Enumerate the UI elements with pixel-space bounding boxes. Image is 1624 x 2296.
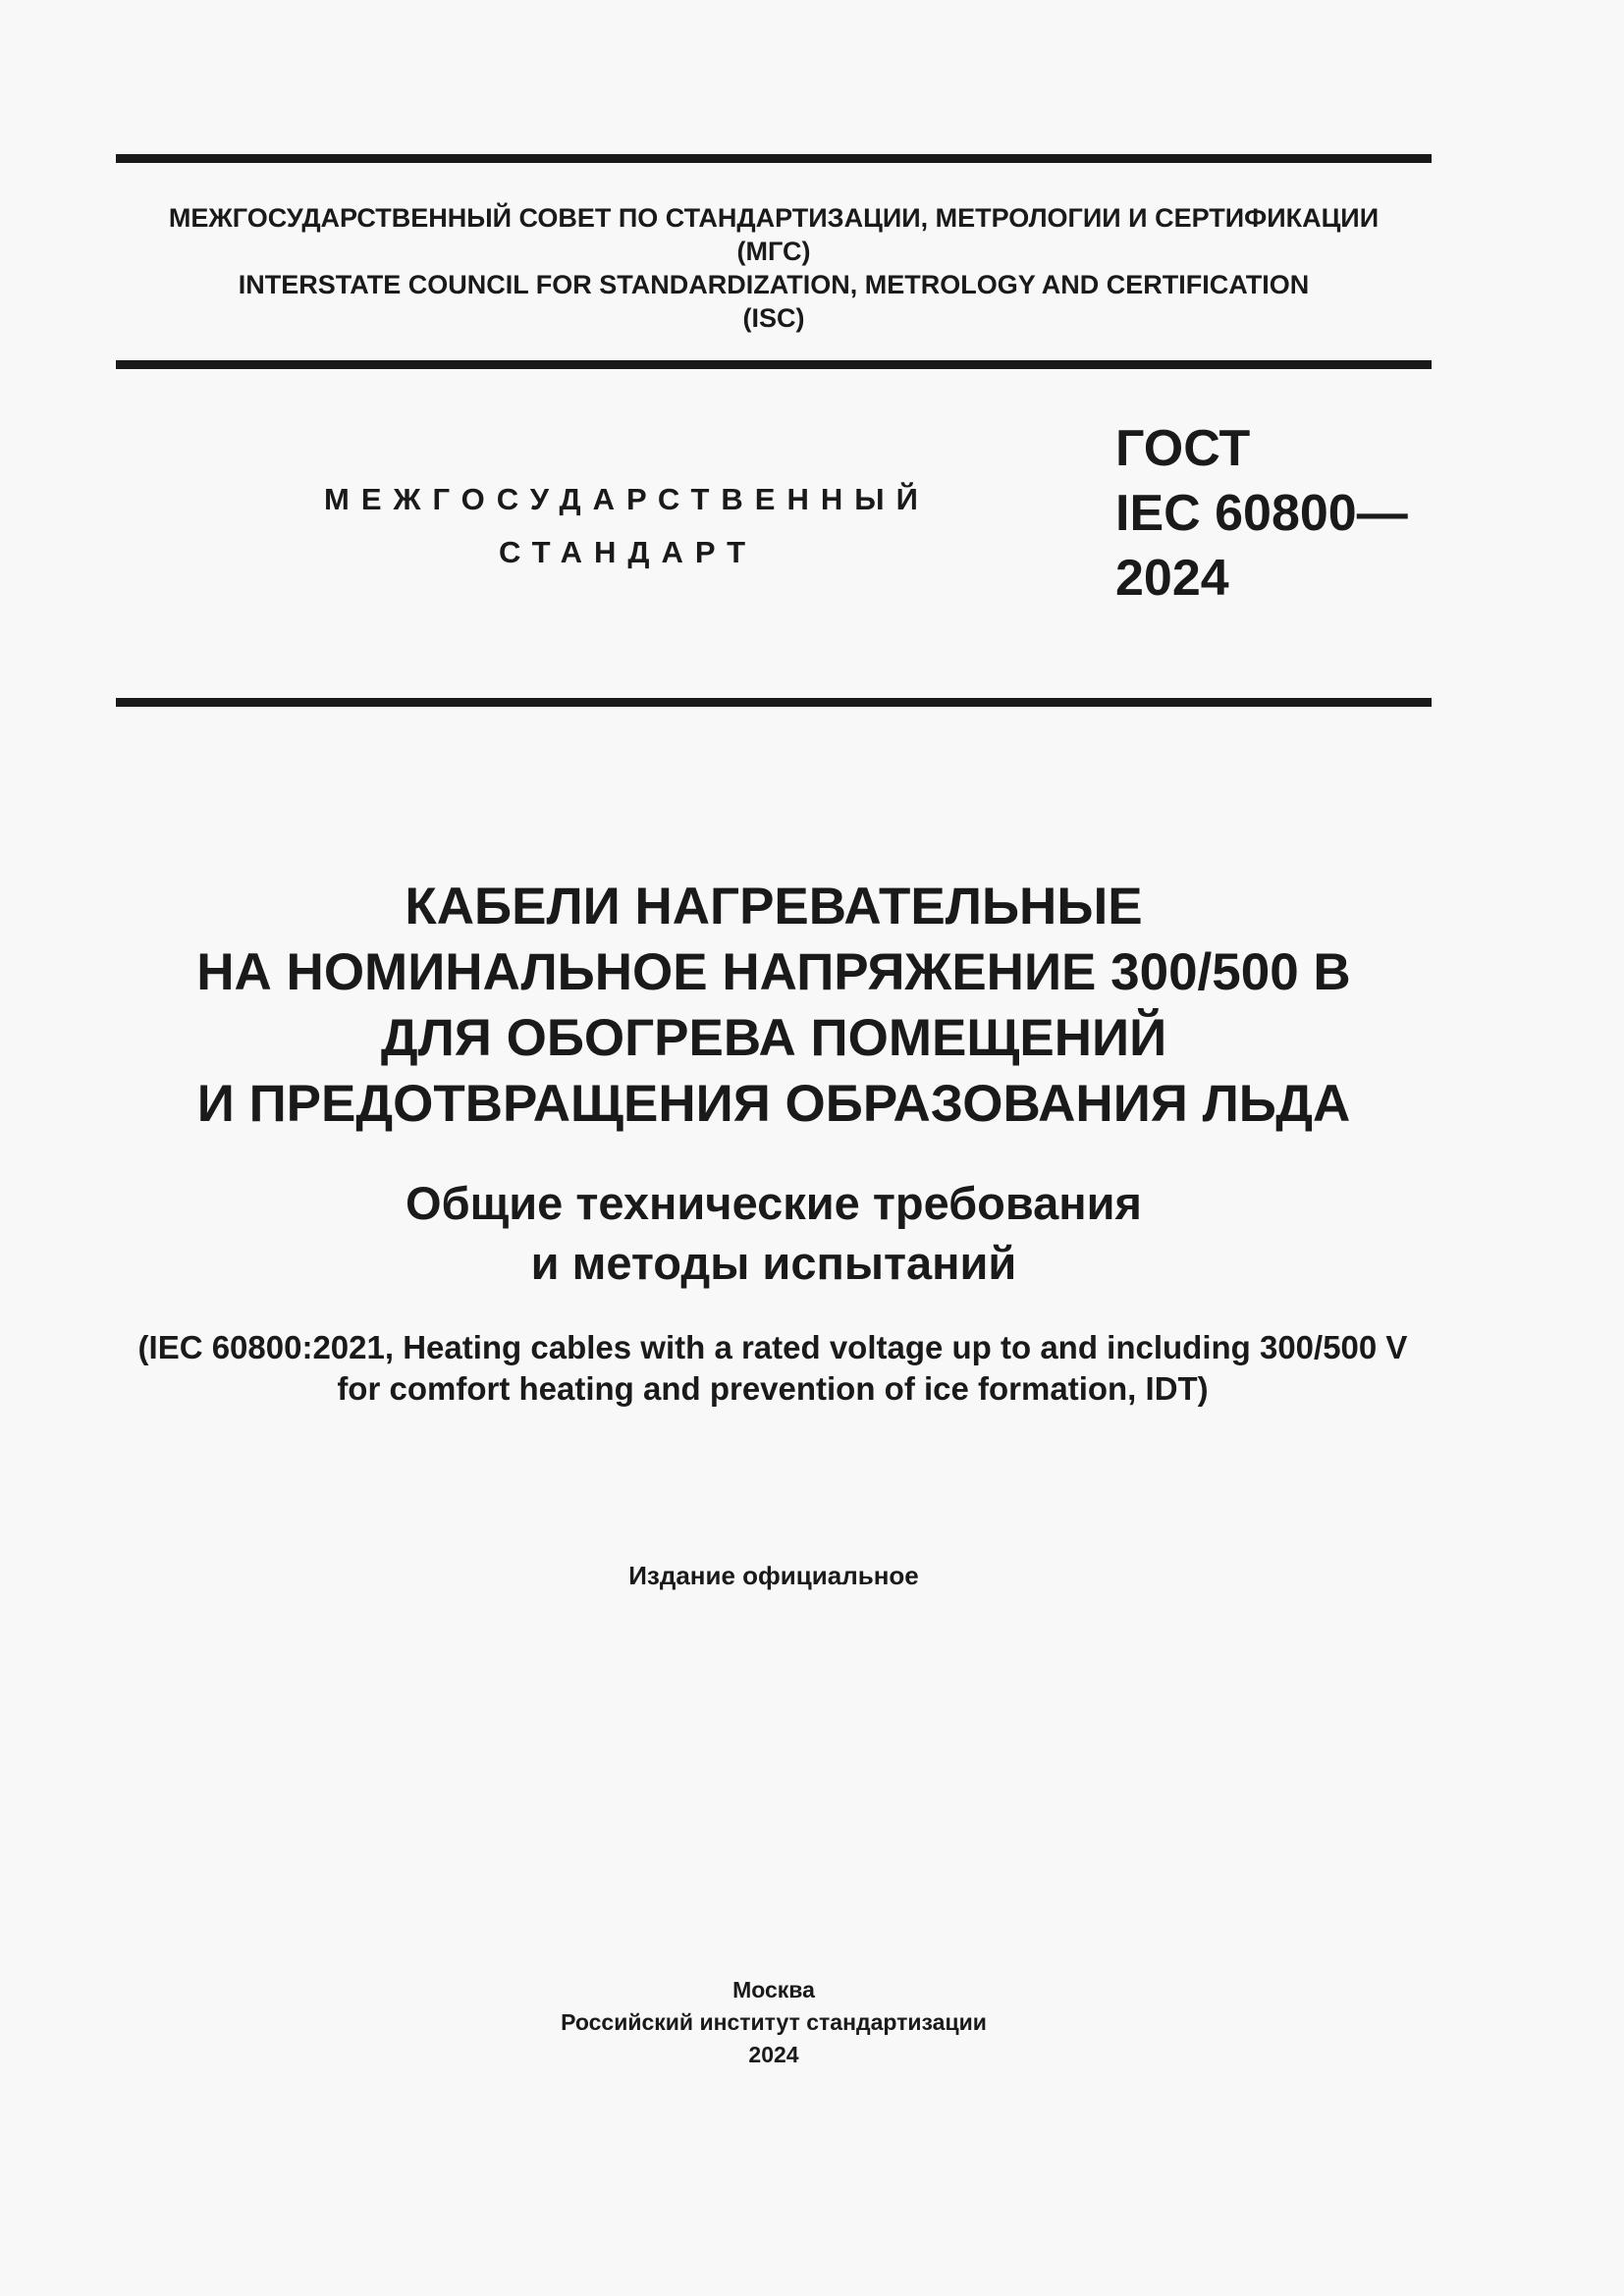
designation-line2: IEC 60800— [1115, 485, 1408, 542]
designation-line1: ГОСТ [1115, 420, 1251, 477]
title-line4: И ПРЕДОТВРАЩЕНИЯ ОБРАЗОВАНИЯ ЛЬДА [196, 1075, 1351, 1133]
imprint-year: 2024 [748, 2042, 799, 2067]
imprint [116, 1974, 1432, 2071]
title-line2: НА НОМИНАЛЬНОЕ НАПРЯЖЕНИЕ 300/500 В [196, 943, 1351, 1001]
original-line1: (IEC 60800:2021, Heating cables with a rated voltage up to and including 300/500 V [137, 1329, 1408, 1365]
top-rule [116, 154, 1432, 163]
title-line3: ДЛЯ ОБОГРЕВА ПОМЕЩЕНИЙ [380, 1009, 1167, 1067]
imprint-city: Москва [732, 1977, 815, 2002]
document-subtitle [116, 1173, 1432, 1293]
original-standard-reference [59, 1327, 1487, 1410]
subtitle-line2: и методы испытаний [530, 1237, 1017, 1289]
original-line2: for comfort heating and prevention of ice formation, IDT) [337, 1370, 1209, 1407]
edition-label: Издание официальное [628, 1561, 919, 1590]
council-abbr-ru: (МГС) [736, 237, 811, 266]
standard-kind [245, 473, 1227, 579]
council-name-en: INTERSTATE COUNCIL FOR STANDARDIZATION, METROLOGY AND CERTIFICATION [238, 270, 1310, 299]
header-bottom-rule [116, 698, 1432, 707]
imprint-publisher: Российский институт стандартизации [561, 2009, 987, 2035]
standard-kind-line2: СТАНДАРТ [499, 535, 758, 569]
council-name-ru: МЕЖГОСУДАРСТВЕННЫЙ СОВЕТ ПО СТАНДАРТИЗАЦИИ, МЕТРОЛОГИИ И СЕРТИФИКАЦИИ [168, 203, 1380, 233]
council-bottom-rule [116, 360, 1432, 369]
standard-designation [1115, 416, 1408, 611]
document-title [116, 874, 1432, 1137]
council-abbr-en: (ISC) [742, 303, 805, 333]
designation-line3: 2024 [1115, 550, 1229, 607]
title-line1: КАБЕЛИ НАГРЕВАТЕЛЬНЫЕ [405, 878, 1143, 935]
council-header [116, 201, 1432, 335]
subtitle-line1: Общие технические требования [406, 1177, 1142, 1229]
standard-kind-line1: МЕЖГОСУДАРСТВЕННЫЙ [324, 482, 930, 516]
